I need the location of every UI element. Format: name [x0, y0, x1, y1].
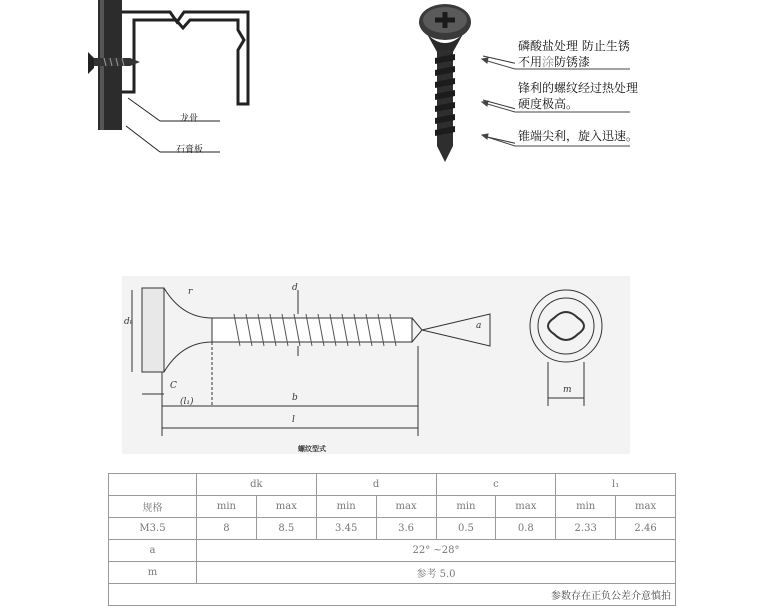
label-b: b	[292, 393, 298, 403]
feature-phosphate-line1: 磷酸盐处理 防止生锈	[518, 39, 630, 53]
table-cell: 2.46	[616, 518, 676, 540]
table-subheader-row	[109, 496, 676, 518]
feature-tip	[518, 128, 638, 144]
label-dk: dₖ	[124, 317, 134, 327]
gypsum-board-label: 石膏板	[176, 145, 204, 155]
table-cell: max	[496, 496, 556, 518]
table-cell: 8.5	[256, 518, 316, 540]
table-header-row	[109, 474, 676, 496]
table-cell	[109, 474, 197, 496]
table-row	[109, 584, 676, 606]
keel-profile	[122, 12, 248, 104]
table-cell: 8	[197, 518, 257, 540]
label-a: a	[476, 321, 482, 331]
label-d: d	[292, 283, 298, 293]
table-cell: 3.45	[316, 518, 376, 540]
installation-diagram	[60, 0, 260, 170]
table-cell: max	[616, 496, 676, 518]
feature-thread-line2: 硬度极高。	[518, 97, 579, 111]
screw-in-board	[88, 52, 94, 74]
table-cell: 规格	[109, 496, 197, 518]
table-row	[109, 562, 676, 584]
table-header-c: c	[436, 474, 556, 496]
disclaimer-note: 参数存在正负公差介意慎拍	[109, 584, 676, 606]
table-header-dk: dk	[197, 474, 317, 496]
table-cell: 0.5	[436, 518, 496, 540]
keel-label: 龙骨	[180, 114, 199, 124]
feature-tip-line1: 锥端尖利，旋入迅速。	[518, 129, 639, 143]
feature-thread	[518, 80, 638, 112]
table-cell: 22° ~28°	[197, 540, 676, 562]
feature-phosphate	[518, 38, 630, 70]
feature-thread-line1: 锋利的螺纹经过热处理	[518, 81, 639, 95]
table-cell: min	[316, 496, 376, 518]
technical-drawing	[122, 276, 630, 454]
feature-phosphate-line2: 不用涂防锈漆	[518, 55, 591, 69]
table-row	[109, 540, 676, 562]
table-header-l1: l₁	[556, 474, 676, 496]
table-cell: 2.33	[556, 518, 616, 540]
table-cell: min	[197, 496, 257, 518]
label-l1: (l₁)	[180, 397, 194, 407]
drawing-caption: 螺纹型式	[298, 445, 326, 453]
table-cell: 3.6	[376, 518, 436, 540]
label-m: m	[563, 385, 572, 395]
table-cell: min	[436, 496, 496, 518]
table-cell: 0.8	[496, 518, 556, 540]
table-cell: m	[109, 562, 197, 584]
table-cell: max	[376, 496, 436, 518]
label-l: l	[292, 415, 295, 425]
table-row	[109, 518, 676, 540]
spec-table	[108, 473, 676, 606]
table-cell: a	[109, 540, 197, 562]
table-header-d: d	[316, 474, 436, 496]
label-r: r	[188, 287, 193, 297]
table-cell: min	[556, 496, 616, 518]
table-cell: 参考 5.0	[197, 562, 676, 584]
table-cell: max	[256, 496, 316, 518]
table-cell: M3.5	[109, 518, 197, 540]
label-c: C	[170, 381, 177, 391]
